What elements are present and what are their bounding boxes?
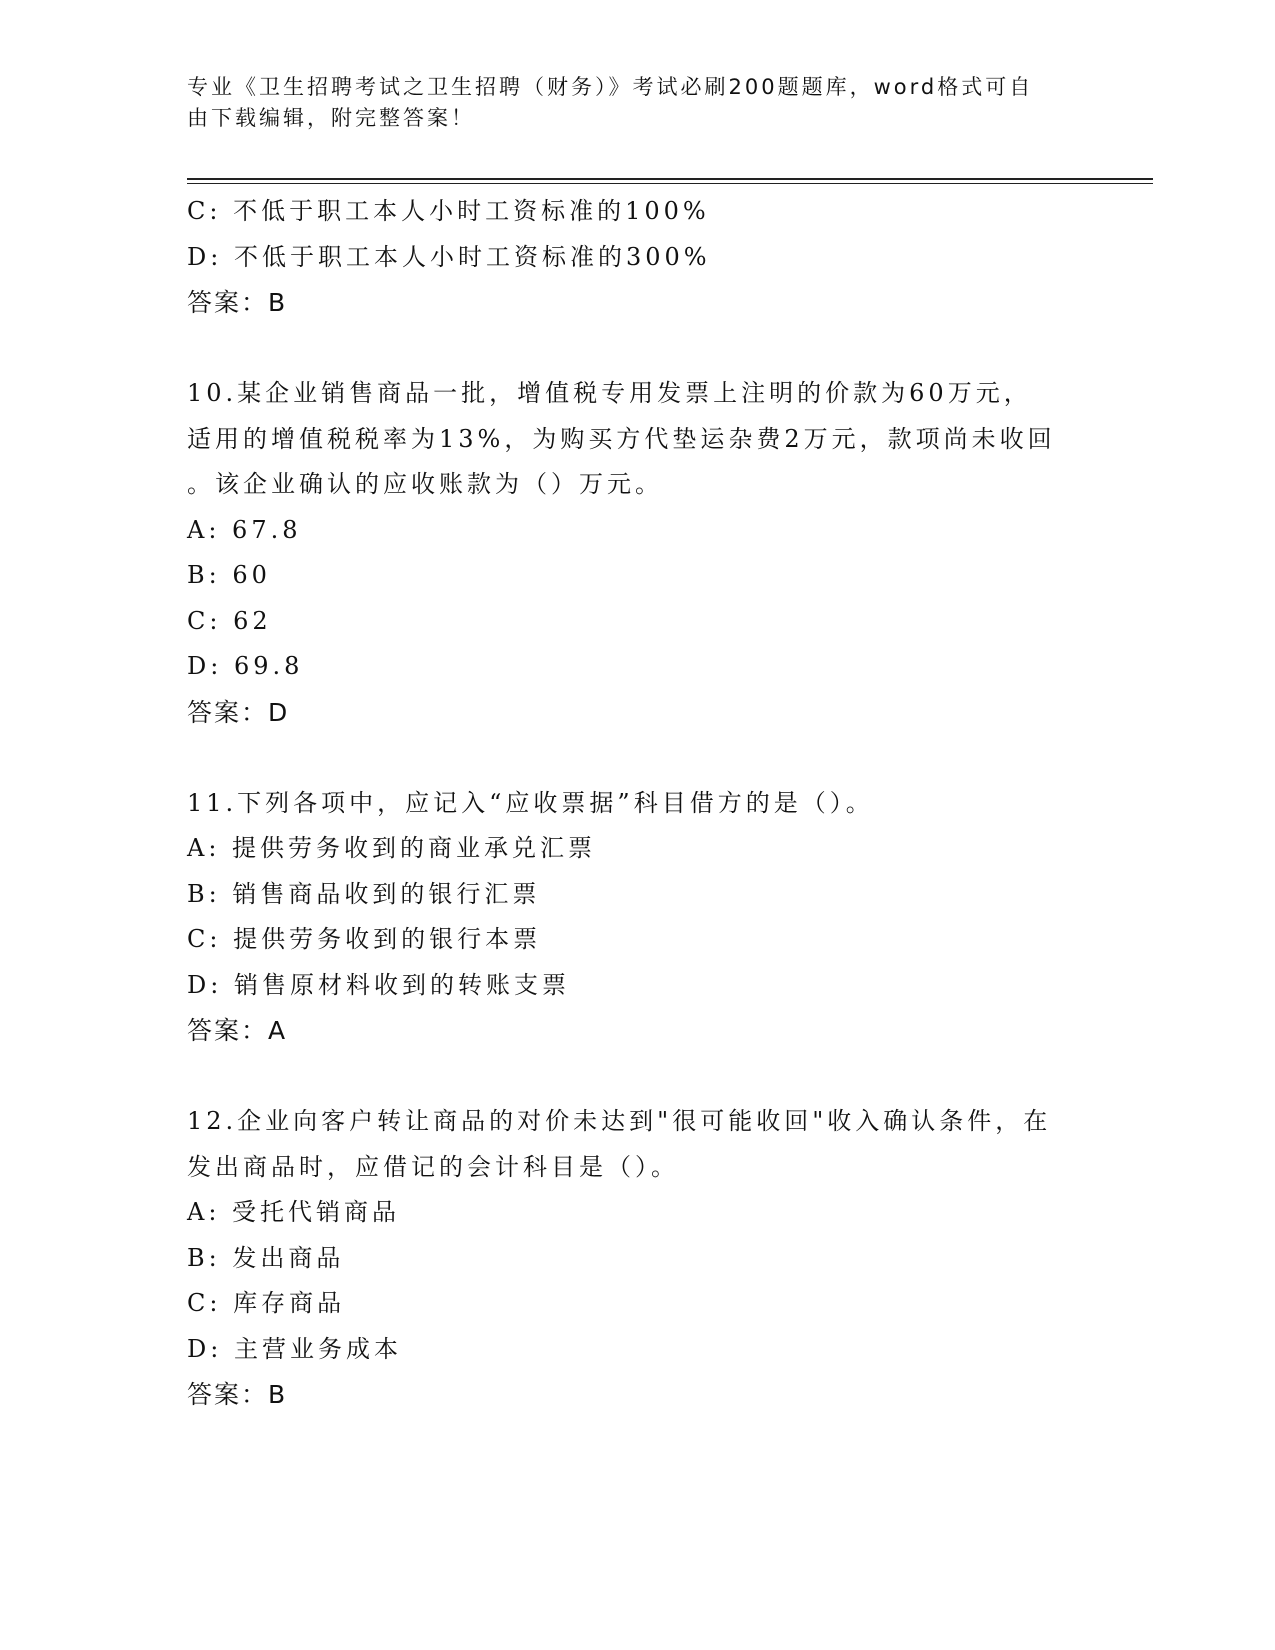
option-c: C: 62 <box>187 606 272 635</box>
question-stem-line: 12.企业向客户转让商品的对价未达到"很可能收回"收入确认条件，在 <box>187 1107 1052 1135</box>
option-d: D: 主营业务成本 <box>187 1334 402 1363</box>
question-content <box>187 189 1087 1418</box>
question-9 <box>187 189 1087 326</box>
option-b: B: 60 <box>187 561 271 589</box>
question-stem-line: 适用的增值税税率为13%，为购买方代垫运杂费2万元，款项尚未收回 <box>187 424 1056 453</box>
option-c: C: 提供劳务收到的银行本票 <box>187 925 542 953</box>
option-c: C: 库存商品 <box>187 1289 346 1317</box>
answer-line: 答案：B <box>187 1380 288 1409</box>
spacer <box>187 1054 1087 1100</box>
spacer <box>187 735 1087 781</box>
option-d: D: 不低于职工本人小时工资标准的300% <box>187 242 711 271</box>
question-11 <box>187 781 1087 1054</box>
question-stem-line: 11.下列各项中，应记入“应收票据”科目借方的是（）。 <box>187 788 874 817</box>
header-divider-thin <box>187 183 1153 184</box>
option-a: A: 提供劳务收到的商业承兑汇票 <box>187 834 597 862</box>
answer-line: 答案：A <box>187 1016 288 1045</box>
question-stem-line: 。该企业确认的应收账款为（）万元。 <box>187 470 663 498</box>
option-b: B: 销售商品收到的银行汇票 <box>187 879 541 908</box>
document-header <box>187 72 1067 134</box>
option-a: A: 受托代销商品 <box>187 1198 401 1226</box>
option-d: D: 69.8 <box>187 652 304 680</box>
answer-line: 答案：D <box>187 697 290 727</box>
header-divider-thick <box>187 178 1153 180</box>
question-stem-line: 10.某企业销售商品一批，增值税专用发票上注明的价款为60万元， <box>187 379 1032 407</box>
option-d: D: 销售原材料收到的转账支票 <box>187 970 570 999</box>
option-b: B: 发出商品 <box>187 1243 345 1272</box>
header-line-1: 专业《卫生招聘考试之卫生招聘（财务）》考试必刷200题题库，word格式可自 <box>187 75 1034 99</box>
spacer <box>187 326 1087 372</box>
question-stem-line: 发出商品时，应借记的会计科目是（）。 <box>187 1152 679 1181</box>
answer-line: 答案：B <box>187 288 288 317</box>
option-a: A: 67.8 <box>187 515 302 544</box>
header-line-2: 由下载编辑，附完整答案！ <box>187 106 475 130</box>
option-c: C: 不低于职工本人小时工资标准的100% <box>187 197 710 225</box>
question-12 <box>187 1099 1087 1418</box>
question-10 <box>187 371 1087 735</box>
